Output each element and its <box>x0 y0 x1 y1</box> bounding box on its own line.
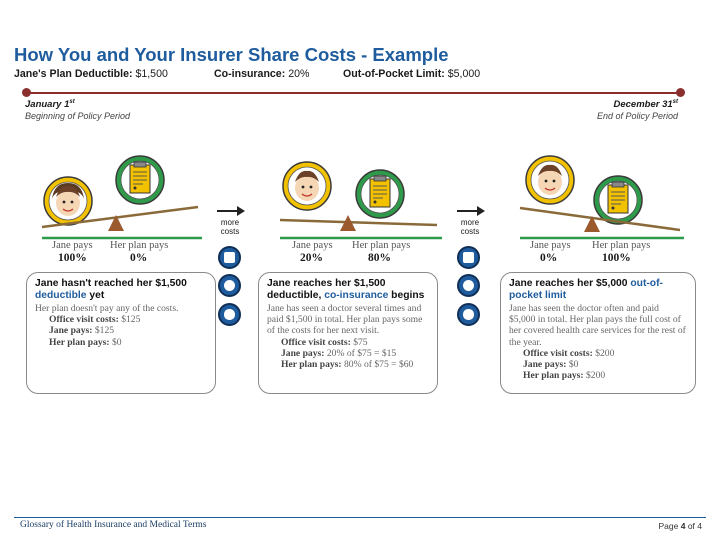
plan-pays-label: Her plan pays <box>110 240 169 251</box>
seesaw-stage-3 <box>512 150 697 245</box>
more-costs-label: more costs <box>220 218 240 236</box>
cost-line: Jane pays: $0 <box>523 359 579 371</box>
medical-kit-icon <box>218 274 241 297</box>
stage-box-1 <box>26 272 216 394</box>
footer-title: Glossary of Health Insurance and Medical Terms <box>20 520 207 530</box>
coinsurance-info <box>214 68 309 80</box>
jane-pays-label: Jane pays <box>52 240 93 251</box>
oop-label: Out-of-Pocket Limit: <box>343 68 445 80</box>
clipboard-icon <box>356 170 404 218</box>
deductible-value: $1,500 <box>135 68 168 80</box>
stage-heading: Jane reaches her $1,500 deductible, co-insurance begins <box>267 278 425 301</box>
plan-pays-value: 100% <box>602 252 631 264</box>
stage-heading: Jane reaches her $5,000 out-of-pocket limit <box>509 278 663 301</box>
stage-body: Her plan doesn't pay any of the costs. Office visit costs: $125 Jane pays: $125 Her plan pays: $0 <box>35 303 207 348</box>
stage-box-3 <box>500 272 696 394</box>
arrow-right-icon <box>456 204 486 218</box>
cost-line: Her plan pays: $200 <box>523 370 606 382</box>
more-costs-label: more costs <box>460 218 480 236</box>
end-date: December 31st <box>613 99 678 111</box>
stage-body: Jane has seen a doctor several times and paid $1,500 in total. Her plan pays some of the costs for her next visit. Office visit costs: $75 Jane pays: 20% of $75 = $15 Her plan pays: 80% of $75 = $60 <box>267 303 429 370</box>
stage-heading: Jane hasn't reached her $1,500 deductible yet <box>35 278 187 301</box>
seesaw-stage-1 <box>30 155 215 245</box>
cost-line: Jane pays: 20% of $75 = $15 <box>281 347 397 359</box>
jane-pays-value: 100% <box>58 252 87 264</box>
medical-kit-icon <box>457 274 480 297</box>
jane-pays-label: Jane pays <box>292 240 333 251</box>
deductible-info <box>14 68 168 80</box>
pill-bottle-icon <box>457 246 480 269</box>
cost-line: Her plan pays: 80% of $75 = $60 <box>281 359 414 371</box>
timeline-start-dot <box>22 88 31 97</box>
end-date-sub: End of Policy Period <box>596 111 678 121</box>
timeline-end-dot <box>676 88 685 97</box>
arrow-right-icon <box>216 204 246 218</box>
oop-info <box>343 68 480 80</box>
cost-line: Office visit costs: $125 <box>49 314 141 326</box>
deductible-label: Jane's Plan Deductible: <box>14 68 133 80</box>
timeline-bar <box>26 92 680 94</box>
coinsurance-label: Co-insurance: <box>214 68 286 80</box>
jane-pays-value: 0% <box>540 252 558 264</box>
seesaw-stage-2 <box>272 150 457 245</box>
jane-face-icon <box>283 162 331 210</box>
jane-face-icon <box>526 156 574 204</box>
clipboard-icon <box>116 156 164 204</box>
start-date: January 1st <box>25 99 75 111</box>
pill-bottle-icon <box>218 246 241 269</box>
jane-face-icon <box>44 177 92 225</box>
jane-pays-label: Jane pays <box>530 240 571 251</box>
cost-line: Office visit costs: $75 <box>281 336 368 348</box>
plan-pays-label: Her plan pays <box>352 240 411 251</box>
cost-line: Office visit costs: $200 <box>523 347 615 359</box>
start-date-sub: Beginning of Policy Period <box>25 111 131 121</box>
stage-box-2 <box>258 272 438 394</box>
page-title: How You and Your Insurer Share Costs - Example <box>14 44 449 65</box>
jane-pays-value: 20% <box>300 252 323 264</box>
footer-rule <box>14 517 706 518</box>
coinsurance-value: 20% <box>288 68 310 80</box>
doctor-icon <box>218 303 241 326</box>
page-number: Page 4 of 4 <box>658 521 702 531</box>
cost-line: Jane pays: $125 <box>49 325 115 337</box>
plan-pays-value: 0% <box>130 252 148 264</box>
plan-pays-value: 80% <box>368 252 391 264</box>
plan-pays-label: Her plan pays <box>592 240 651 251</box>
oop-value: $5,000 <box>447 68 481 80</box>
stage-body: Jane has seen the doctor often and paid $5,000 in total. Her plan pays the full cost of her covered health care services for the rest of the year. Office visit costs: $200 Jane pays: $0 Her plan pays: $200 <box>509 303 686 382</box>
cost-line: Her plan pays: $0 <box>49 336 122 348</box>
clipboard-icon <box>594 176 642 224</box>
doctor-icon <box>457 303 480 326</box>
